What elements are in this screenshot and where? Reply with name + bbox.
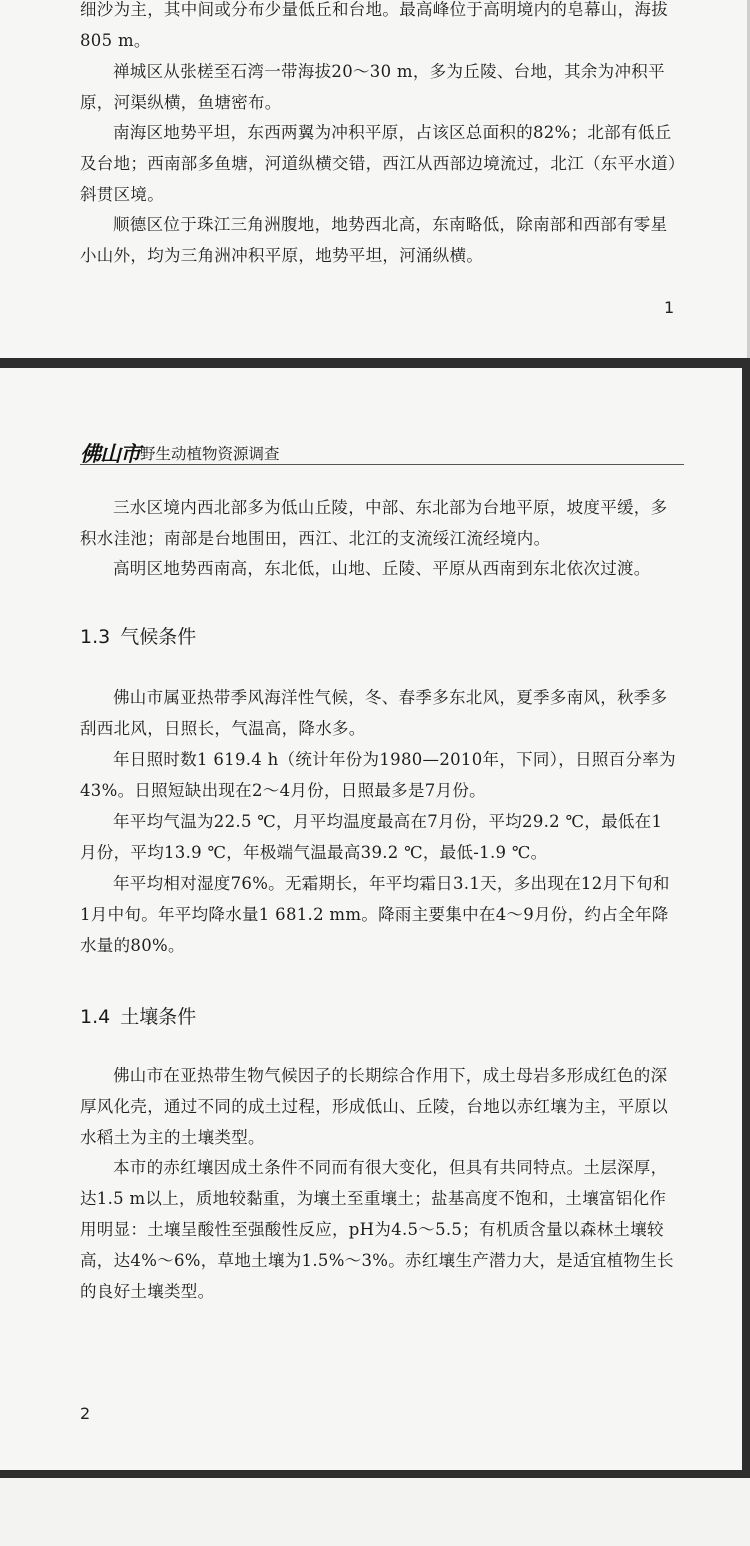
section-number: 1.4 — [80, 1006, 111, 1028]
paragraph-text: 南海区地势平坦，东西两翼为冲积平原，占该区总面积的82%；北部有低丘及台地；西南部多鱼塘，河道纵横交错，西江从西部边境流过，北江（东平水道）斜贯区境。 — [80, 123, 677, 204]
header-brand: 佛山市 — [80, 442, 140, 466]
section-title: 气候条件 — [120, 626, 197, 648]
paragraph — [80, 0, 678, 56]
page-2 — [0, 368, 742, 1470]
paragraph-text: 本市的赤红壤因成土条件不同而有很大变化，但具有共同特点。土层深厚，达1.5 m以上，质地较黏重，为壤土至重壤土；盐基高度不饱和，土壤富铝化作用明显：土壤呈酸性至强酸性反应，pH为4.5～5.5；有机质含量以森林土壤较高，达4%～6%，草地土壤为1.5%～3%。赤红壤生产潜力大，是适宜植物生长的良好土壤类型。 — [80, 1158, 674, 1301]
header-title: 野生动植物资源调查 — [140, 445, 280, 463]
running-header — [80, 442, 684, 465]
paragraph — [80, 744, 678, 806]
paragraph — [80, 1152, 678, 1307]
page-number: 2 — [80, 1404, 91, 1423]
paragraph — [80, 492, 678, 554]
paragraph-text: 细沙为主，其中间或分布少量低丘和台地。最高峰位于高明境内的皂幕山，海拔805 m。 — [80, 0, 668, 50]
paragraph-text: 三水区境内西北部多为低山丘陵，中部、东北部为台地平原，坡度平缓，多积水洼池；南部是台地围田，西江、北江的支流绥江流经境内。 — [80, 498, 668, 548]
section-title: 土壤条件 — [120, 1006, 197, 1028]
paragraph — [80, 1060, 678, 1153]
paragraph — [80, 117, 678, 210]
paragraph-text: 年平均气温为22.5 ℃，月平均温度最高在7月份，平均29.2 ℃，最低在1月份，平均13.9 ℃，年极端气温最高39.2 ℃，最低-1.9 ℃。 — [80, 812, 663, 862]
paragraph — [80, 553, 678, 584]
paragraph — [80, 682, 678, 744]
page-3-edge — [0, 1478, 750, 1546]
paragraph-text: 年日照时数1 619.4 h（统计年份为1980—2010年，下同），日照百分率为43%。日照短缺出现在2～4月份，日照最多是7月份。 — [80, 750, 676, 800]
page-number: 1 — [664, 298, 675, 317]
paragraph — [80, 56, 678, 118]
paragraph — [80, 868, 678, 961]
page-1 — [0, 0, 750, 358]
paragraph — [80, 806, 678, 868]
paragraph — [80, 209, 678, 271]
paragraph-text: 佛山市属亚热带季风海洋性气候，冬、春季多东北风，夏季多南风，秋季多刮西北风，日照长，气温高，降水多。 — [80, 688, 668, 738]
paragraph-text: 禅城区从张槎至石湾一带海拔20～30 m，多为丘陵、台地，其余为冲积平原，河渠纵横，鱼塘密布。 — [80, 62, 665, 112]
paragraph-text: 佛山市在亚热带生物气候因子的长期综合作用下，成土母岩多形成红色的深厚风化壳，通过不同的成土过程，形成低山、丘陵，台地以赤红壤为主，平原以水稻土为主的土壤类型。 — [80, 1066, 668, 1147]
paragraph-text: 顺德区位于珠江三角洲腹地，地势西北高，东南略低，除南部和西部有零星小山外，均为三角洲冲积平原，地势平坦，河涌纵横。 — [80, 215, 668, 265]
paragraph-text: 年平均相对湿度76%。无霜期长，年平均霜日3.1天，多出现在12月下旬和1月中旬。年平均降水量1 681.2 mm。降雨主要集中在4～9月份，约占全年降水量的80%。 — [80, 874, 670, 955]
section-heading — [80, 1002, 196, 1029]
section-number: 1.3 — [80, 626, 111, 648]
section-heading — [80, 622, 196, 649]
paragraph-text: 高明区地势西南高，东北低，山地、丘陵、平原从西南到东北依次过渡。 — [113, 559, 651, 578]
